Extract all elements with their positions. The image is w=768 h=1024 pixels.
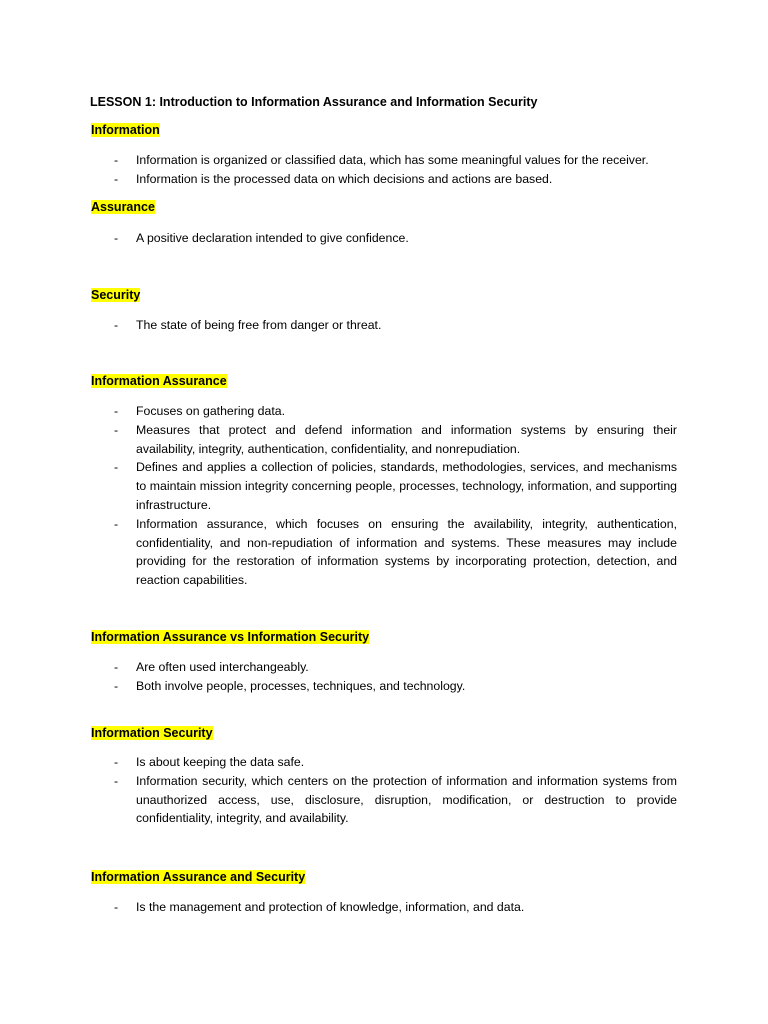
list-item [114, 658, 677, 677]
section-heading-assurance-vs-security [90, 630, 370, 645]
bullet-dash: - [114, 171, 119, 186]
bullet-list-information-security [114, 753, 677, 828]
highlighted-heading-text: Information Security [91, 726, 213, 740]
bullet-text: Defines and applies a collection of policies, standards, methodologies, services, and mechanisms to maintain mission integrity concerning people, processes, technology, information, and supporting infrastructure. [136, 460, 677, 512]
list-item [114, 229, 677, 248]
list-item [114, 753, 677, 772]
highlighted-heading-text: Information Assurance and Security [91, 870, 306, 884]
section-heading-information-assurance [90, 374, 228, 389]
bullet-text: Is the management and protection of knowledge, information, and data. [136, 900, 525, 914]
bullet-text: Information is the processed data on which decisions and actions are based. [136, 171, 553, 186]
highlighted-heading-text: Assurance [91, 200, 155, 214]
bullet-dash: - [114, 678, 119, 693]
highlighted-heading-text: Information [91, 123, 160, 137]
bullet-dash: - [114, 153, 119, 167]
bullet-list-security [114, 316, 677, 335]
section-heading-information-security [90, 726, 214, 741]
highlighted-heading-text: Information Assurance [91, 374, 227, 388]
lesson-title: LESSON 1: Introduction to Information Assurance and Information Security [90, 95, 538, 109]
bullet-list-information [114, 151, 677, 189]
list-item [114, 677, 677, 696]
bullet-text: A positive declaration intended to give confidence. [136, 231, 409, 245]
section-heading-information [90, 123, 161, 138]
bullet-dash: - [114, 404, 119, 418]
bullet-list-assurance-vs-security [114, 658, 677, 696]
list-item [114, 421, 677, 459]
bullet-dash: - [114, 231, 119, 245]
list-item [114, 402, 677, 421]
bullet-text: Measures that protect and defend information and information systems by ensuring their availability, integrity, authentication, confidentiality, and nonrepudiation. [136, 422, 677, 456]
list-item [114, 458, 677, 514]
list-item [114, 515, 677, 590]
bullet-dash: - [114, 755, 119, 769]
bullet-dash: - [114, 460, 119, 475]
bullet-list-assurance [114, 229, 677, 248]
section-heading-assurance-and-security [90, 870, 306, 885]
bullet-dash: - [114, 660, 119, 674]
bullet-list-assurance-and-security [114, 898, 677, 917]
bullet-text: Information assurance, which focuses on ensuring the availability, integrity, authentication, confidentiality, and non-repudiation of information and systems. These measures may include providing for the restoration of information systems by incorporating protection, detection, and reaction capabilities. [136, 516, 677, 588]
section-heading-security [90, 288, 141, 303]
bullet-text: Information security, which centers on the protection of information and information systems from unauthorized access, use, disclosure, disruption, modification, or destruction to provide confidentiality, integrity, and availability. [136, 773, 677, 826]
bullet-dash: - [114, 318, 119, 332]
highlighted-heading-text: Information Assurance vs Information Security [91, 630, 370, 644]
bullet-dash: - [114, 516, 119, 531]
list-item [114, 898, 677, 917]
bullet-dash: - [114, 422, 119, 437]
bullet-dash: - [114, 900, 119, 914]
bullet-text: Information is organized or classified data, which has some meaningful values for the receiver. [136, 153, 649, 167]
bullet-text: Focuses on gathering data. [136, 404, 286, 418]
bullet-text: The state of being free from danger or threat. [136, 318, 382, 332]
list-item [114, 151, 677, 170]
bullet-text: Are often used interchangeably. [136, 660, 309, 674]
section-heading-assurance [90, 200, 156, 215]
list-item [114, 316, 677, 335]
highlighted-heading-text: Security [91, 288, 141, 302]
bullet-list-information-assurance [114, 402, 677, 590]
bullet-text: Both involve people, processes, techniques, and technology. [136, 678, 466, 693]
bullet-dash: - [114, 773, 119, 788]
bullet-text: Is about keeping the data safe. [136, 755, 305, 769]
list-item [114, 772, 677, 828]
list-item [114, 170, 677, 189]
